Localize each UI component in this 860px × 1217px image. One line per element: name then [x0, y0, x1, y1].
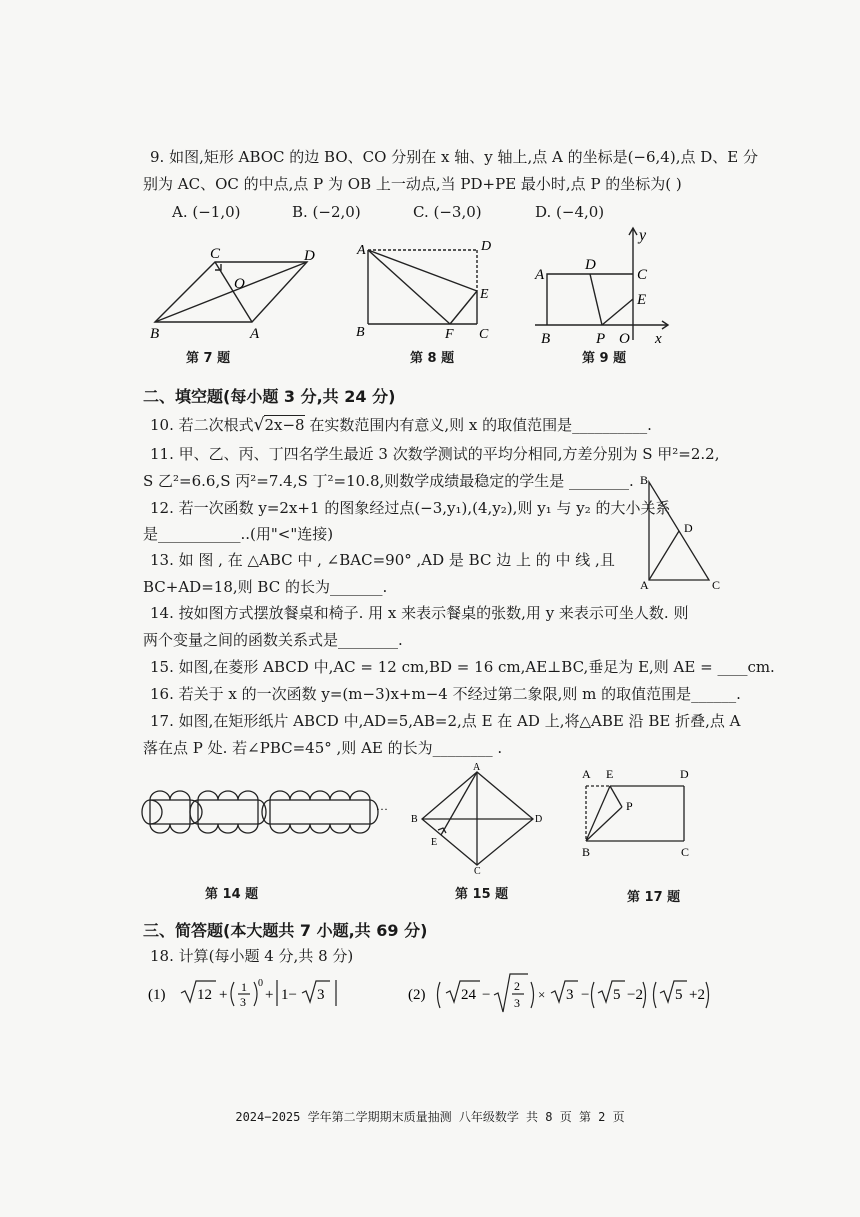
figure-17 — [572, 762, 707, 862]
fig15-label-c: C — [474, 866, 481, 875]
svg-text:+2: +2 — [689, 987, 705, 1003]
fig8-label-f: F — [445, 327, 454, 342]
fig15-caption: 第 15 题 — [455, 887, 509, 902]
section-2-title: 二、填空题(每小题 3 分,共 24 分) — [143, 387, 396, 406]
q17-line1: 17. 如图,在矩形纸片 ABCD 中,AD=5,AB=2,点 E 在 AD 上,将△ABE 沿 BE 折叠,点 A — [150, 712, 741, 730]
sqrt-sign: √ — [253, 415, 265, 435]
q14-line1: 14. 按如图方式摆放餐桌和椅子. 用 x 来表示餐桌的张数,用 y 来表示可坐人数. 则 — [150, 604, 689, 622]
svg-text:3: 3 — [566, 987, 574, 1003]
fig13-label-a: A — [640, 578, 649, 592]
fig8-label-c: C — [479, 327, 489, 342]
fig9-label-c: C — [637, 267, 648, 283]
fig8-caption: 第 8 题 — [410, 351, 455, 366]
q18-part1-expression — [148, 972, 368, 1018]
fig9-label-b: B — [541, 331, 551, 347]
section-3-title: 三、简答题(本大题共 7 小题,共 69 分) — [143, 921, 428, 940]
fig17-label-d: D — [680, 767, 689, 781]
svg-text:5: 5 — [613, 987, 621, 1003]
q10-pre: 10. 若二次根式 — [150, 416, 254, 434]
fig13-label-c: C — [712, 578, 721, 592]
q17-line2: 落在点 P 处. 若∠PBC=45° ,则 AE 的长为________ . — [143, 739, 503, 757]
q18-part2-expression — [408, 970, 738, 1020]
fig17-label-b: B — [582, 845, 591, 859]
svg-text:−: − — [482, 987, 491, 1003]
q18-p1-label: (1) — [148, 987, 166, 1003]
q9-option-c: C. (−3,0) — [413, 203, 482, 221]
fig7-label-c: C — [210, 246, 221, 262]
fig8-label-a: A — [357, 243, 366, 258]
page-footer: 2024−2025 学年第二学期期末质量抽测 八年级数学 共 8 页 第 2 页 — [235, 1110, 625, 1124]
q12-line2: 是___________..(用"<"连接) — [143, 525, 334, 543]
fig8-label-b: B — [356, 325, 365, 340]
fig15-label-e: E — [431, 837, 438, 848]
fig8-label-d: D — [481, 239, 492, 254]
fig15-label-a: A — [473, 762, 481, 773]
fig7-caption: 第 7 题 — [186, 351, 231, 366]
figure-14 — [140, 782, 390, 842]
fig9-label-x: x — [655, 331, 662, 347]
fig15-label-b: B — [411, 814, 418, 825]
q10-line — [150, 415, 652, 435]
q13-line2: BC+AD=18,则 BC 的长为_______. — [143, 578, 388, 596]
q9-line2: 别为 AC、OC 的中点,点 P 为 OB 上一动点,当 PD+PE 最小时,点 P 的坐标为( ) — [143, 175, 682, 193]
svg-text:24: 24 — [461, 987, 476, 1003]
q9-option-d: D. (−4,0) — [535, 203, 605, 221]
q9-line1: 9. 如图,矩形 ABOC 的边 BO、CO 分别在 x 轴、y 轴上,点 A 的坐标是(−6,4),点 D、E 分 — [150, 148, 758, 166]
fig17-label-a: A — [582, 767, 591, 781]
figure-13 — [632, 470, 722, 592]
q18-p2-label: (2) — [408, 987, 426, 1003]
q9-option-a: A. (−1,0) — [172, 203, 241, 221]
svg-text:3: 3 — [317, 987, 325, 1003]
q14-line2: 两个变量之间的函数关系式是________. — [143, 631, 403, 649]
fig9-label-p: P — [596, 331, 606, 347]
fig14-caption: 第 14 题 — [205, 887, 259, 902]
fig7-label-o: O — [234, 276, 245, 292]
q9-option-b: B. (−2,0) — [292, 203, 361, 221]
svg-text:0: 0 — [258, 978, 263, 989]
q10-post: 在实数范围内有意义,则 x 的取值范围是__________. — [304, 416, 652, 434]
fig7-label-a: A — [250, 326, 260, 342]
fig9-caption: 第 9 题 — [582, 351, 627, 366]
svg-text:3: 3 — [240, 995, 246, 1009]
q10-radicand: 2x−8 — [264, 416, 305, 434]
fig7-label-d: D — [304, 248, 315, 264]
fig8-label-e: E — [480, 287, 489, 302]
svg-text:5: 5 — [675, 987, 683, 1003]
svg-text:×: × — [538, 987, 546, 1002]
q11-line2: S 乙²=6.6,S 丙²=7.4,S 丁²=10.8,则数学成绩最稳定的学生是 ________. — [143, 472, 634, 490]
fig9-label-o: O — [619, 331, 630, 347]
fig17-label-c: C — [681, 845, 690, 859]
svg-text:2: 2 — [514, 979, 520, 993]
figure-8 — [350, 236, 500, 346]
figure-9 — [530, 222, 680, 347]
q18-title: 18. 计算(每小题 4 分,共 8 分) — [150, 947, 354, 965]
fig15-label-d: D — [535, 814, 543, 825]
fig17-label-p: P — [626, 799, 633, 813]
svg-text:12: 12 — [197, 987, 212, 1003]
svg-text:1−: 1− — [281, 987, 297, 1003]
fig14-ellipsis: ··· — [376, 802, 388, 816]
svg-text:1: 1 — [241, 980, 247, 994]
figure-7 — [140, 240, 340, 345]
q12-line1: 12. 若一次函数 y=2x+1 的图象经过点(−3,y₁),(4,y₂),则 y₁ 与 y₂ 的大小关系 — [150, 499, 671, 517]
q13-line1: 13. 如 图 , 在 △ABC 中 , ∠BAC=90° ,AD 是 BC 边 上 的 中 线 ,且 — [150, 551, 615, 569]
q16-line1: 16. 若关于 x 的一次函数 y=(m−3)x+m−4 不经过第二象限,则 m 的取值范围是______. — [150, 685, 741, 703]
svg-text:−: − — [581, 987, 590, 1003]
q11-line1: 11. 甲、乙、丙、丁四名学生最近 3 次数学测试的平均分相同,方差分别为 S 甲²=2.2, — [150, 445, 720, 463]
svg-text:−2: −2 — [627, 987, 643, 1003]
fig9-label-e: E — [637, 292, 647, 308]
fig17-label-e: E — [606, 767, 614, 781]
fig7-label-b: B — [150, 326, 160, 342]
svg-text:+: + — [219, 987, 228, 1003]
svg-text:3: 3 — [514, 996, 520, 1010]
svg-text:+: + — [265, 987, 274, 1003]
fig13-label-b: B — [640, 473, 649, 487]
figure-15 — [405, 760, 555, 875]
fig9-label-d: D — [585, 257, 596, 273]
q15-line1: 15. 如图,在菱形 ABCD 中,AC = 12 cm,BD = 16 cm,AE⊥BC,垂足为 E,则 AE = ____cm. — [150, 658, 775, 676]
fig17-caption: 第 17 题 — [627, 890, 681, 905]
fig9-label-a: A — [535, 267, 545, 283]
fig13-label-d: D — [684, 521, 693, 535]
fig9-label-y: y — [639, 227, 647, 244]
